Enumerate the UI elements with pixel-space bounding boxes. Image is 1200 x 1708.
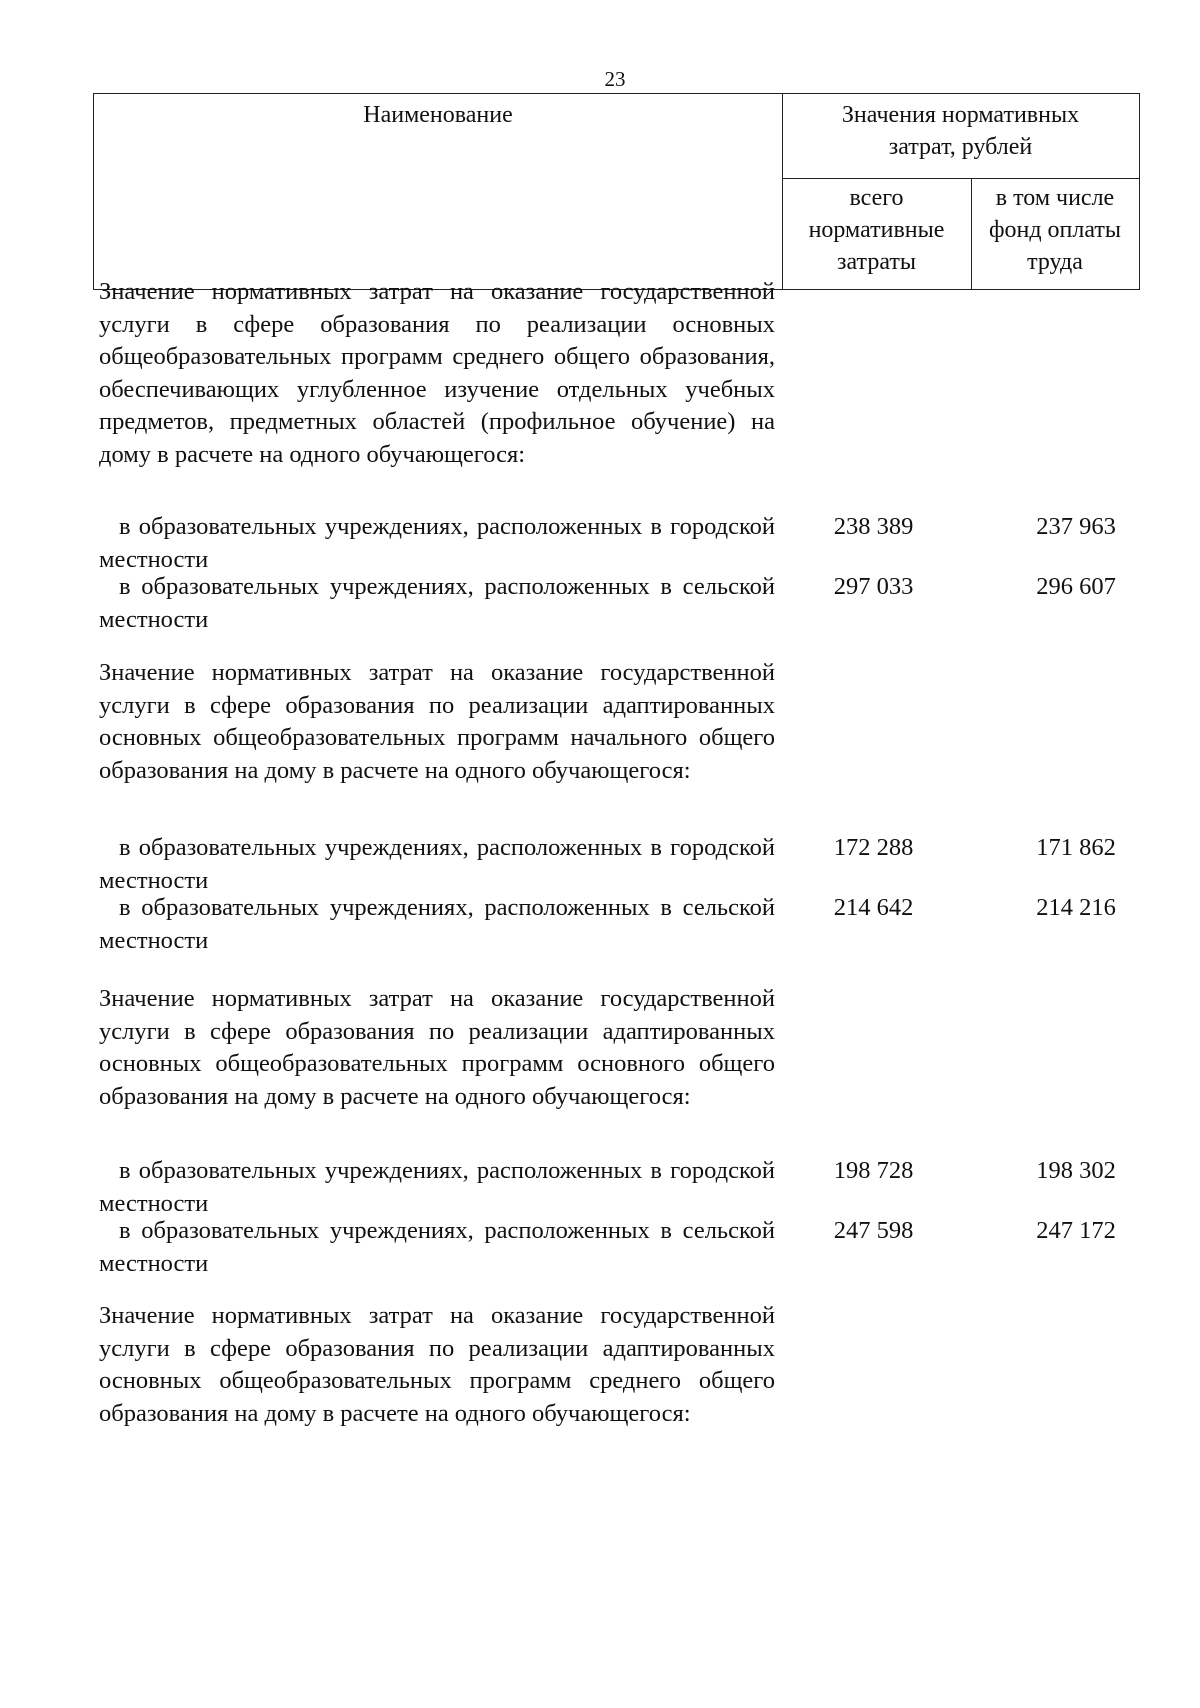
- row-wage-value: 247 172: [1036, 1217, 1116, 1244]
- table-row: [99, 832, 1139, 898]
- row-total-value: 297 033: [833, 573, 914, 600]
- table-header: [93, 93, 1140, 290]
- name-column-header: Наименование: [363, 102, 513, 128]
- block-description: Значение нормативных затрат на оказание государственной услуги в сфере образования по реализации адаптированных основных общеобразовательных программ начального общего образования на дому в расчете на одного обучающегося:: [99, 659, 775, 784]
- block-description: Значение нормативных затрат на оказание государственной услуги в сфере образования по реализации основных общеобразовательных программ среднего общего образования, обеспечивающих углубленное изучение отдельных учебных предметов, предметных областей (профильное обучение) на дому в расчете на одного обучающегося:: [99, 278, 775, 468]
- wage-column-header: в том числе фонд оплаты труда: [988, 185, 1122, 275]
- table-row: [99, 1215, 1139, 1281]
- row-total-value: 247 598: [833, 1217, 914, 1244]
- row-wage-value: 237 963: [1036, 513, 1116, 540]
- total-column-header: всего нормативные затраты: [808, 185, 945, 275]
- row-wage-value: 198 302: [1036, 1157, 1116, 1184]
- page-number: 23: [604, 67, 626, 91]
- table-row: [99, 1155, 1139, 1221]
- row-total-value: 214 642: [833, 894, 914, 921]
- table-row: [99, 511, 1139, 577]
- table-row: [99, 571, 1139, 637]
- row-label: в образовательных учреждениях, расположенных в сельской местности: [99, 573, 775, 633]
- row-label: в образовательных учреждениях, расположенных в сельской местности: [99, 1217, 775, 1277]
- row-label: в образовательных учреждениях, расположенных в городской местности: [99, 1157, 775, 1217]
- block-description: Значение нормативных затрат на оказание государственной услуги в сфере образования по реализации адаптированных основных общеобразовательных программ основного общего образования на дому в расчете на одного обучающегося:: [99, 985, 775, 1110]
- table-row: [99, 892, 1139, 958]
- row-label: в образовательных учреждениях, расположенных в городской местности: [99, 834, 775, 894]
- row-total-value: 172 288: [833, 834, 914, 861]
- row-wage-value: 171 862: [1036, 834, 1116, 861]
- row-wage-value: 296 607: [1036, 573, 1116, 600]
- row-wage-value: 214 216: [1036, 894, 1116, 921]
- row-total-value: 198 728: [833, 1157, 914, 1184]
- header-subdivider: [782, 178, 1139, 179]
- row-total-value: 238 389: [833, 513, 914, 540]
- block-description: Значение нормативных затрат на оказание государственной услуги в сфере образования по реализации адаптированных основных общеобразовательных программ среднего общего образования на дому в расчете на одного обучающегося:: [99, 1302, 775, 1427]
- row-label: в образовательных учреждениях, расположенных в сельской местности: [99, 894, 775, 954]
- values-group-header: Значения нормативных затрат, рублей: [841, 102, 1080, 160]
- row-label: в образовательных учреждениях, расположенных в городской местности: [99, 513, 775, 573]
